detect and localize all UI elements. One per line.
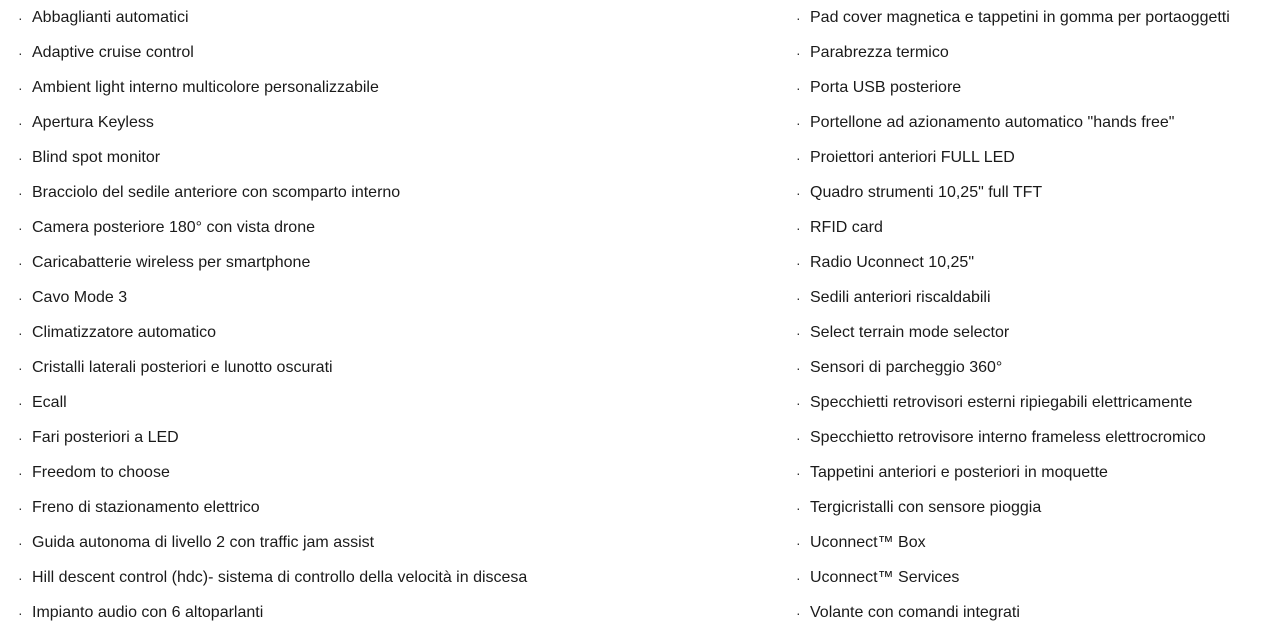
list-item: [796, 420, 1276, 455]
feature-label: Blind spot monitor: [32, 148, 161, 166]
bullet-icon: ·: [796, 534, 801, 551]
bullet-icon: ·: [18, 254, 23, 271]
list-item: [18, 140, 778, 175]
bullet-icon: ·: [796, 44, 801, 61]
list-item: [18, 420, 778, 455]
bullet-icon: ·: [18, 79, 23, 96]
bullet-icon: ·: [18, 9, 23, 26]
list-item: [18, 175, 778, 210]
list-item: [796, 70, 1276, 105]
bullet-icon: ·: [796, 114, 801, 131]
bullet-icon: ·: [18, 114, 23, 131]
list-item: [796, 140, 1276, 175]
bullet-icon: ·: [796, 79, 801, 96]
list-item: [18, 35, 778, 70]
list-item: [18, 490, 778, 525]
feature-label: Pad cover magnetica e tappetini in gomma per portaoggetti: [810, 8, 1230, 26]
feature-label: Quadro strumenti 10,25" full TFT: [810, 183, 1043, 201]
bullet-icon: ·: [796, 464, 801, 481]
feature-label: Freedom to choose: [32, 463, 170, 481]
bullet-icon: ·: [796, 289, 801, 306]
list-item: [18, 315, 778, 350]
bullet-icon: ·: [18, 464, 23, 481]
bullet-icon: ·: [796, 569, 801, 586]
list-item: [796, 175, 1276, 210]
feature-label: Specchietti retrovisori esterni ripiegabili elettricamente: [810, 393, 1193, 411]
feature-label: Radio Uconnect 10,25": [810, 253, 975, 271]
bullet-icon: ·: [18, 324, 23, 341]
feature-label: Select terrain mode selector: [810, 323, 1010, 341]
features-column-left: [18, 0, 778, 630]
list-item: [18, 105, 778, 140]
list-item: [796, 210, 1276, 245]
bullet-icon: ·: [796, 184, 801, 201]
bullet-icon: ·: [796, 359, 801, 376]
bullet-icon: ·: [18, 394, 23, 411]
list-item: [796, 280, 1276, 315]
feature-label: Porta USB posteriore: [810, 78, 962, 96]
feature-label: Tappetini anteriori e posteriori in moquette: [810, 463, 1108, 481]
list-item: [18, 455, 778, 490]
feature-label: Portellone ad azionamento automatico "hands free": [810, 113, 1175, 131]
feature-label: Volante con comandi integrati: [810, 603, 1020, 621]
bullet-icon: ·: [18, 219, 23, 236]
bullet-icon: ·: [18, 534, 23, 551]
bullet-icon: ·: [796, 219, 801, 236]
feature-label: Adaptive cruise control: [32, 43, 194, 61]
bullet-icon: ·: [796, 604, 801, 621]
bullet-icon: ·: [796, 149, 801, 166]
feature-label: Caricabatterie wireless per smartphone: [32, 253, 311, 271]
feature-label: Hill descent control (hdc)- sistema di controllo della velocità in discesa: [32, 568, 528, 586]
bullet-icon: ·: [796, 324, 801, 341]
features-column-right: [796, 0, 1276, 630]
list-item: [796, 595, 1276, 630]
bullet-icon: ·: [18, 44, 23, 61]
bullet-icon: ·: [796, 254, 801, 271]
feature-label: Cristalli laterali posteriori e lunotto oscurati: [32, 358, 333, 376]
bullet-icon: ·: [18, 149, 23, 166]
bullet-icon: ·: [796, 394, 801, 411]
bullet-icon: ·: [18, 604, 23, 621]
list-item: [796, 560, 1276, 595]
feature-label: Cavo Mode 3: [32, 288, 128, 306]
bullet-icon: ·: [796, 9, 801, 26]
bullet-icon: ·: [18, 184, 23, 201]
list-item: [18, 0, 778, 35]
feature-label: Parabrezza termico: [810, 43, 949, 61]
feature-label: Guida autonoma di livello 2 con traffic jam assist: [32, 533, 375, 551]
feature-label: Specchietto retrovisore interno frameless elettrocromico: [810, 428, 1206, 446]
feature-label: Ambient light interno multicolore personalizzabile: [32, 78, 379, 96]
list-item: [796, 350, 1276, 385]
list-item: [796, 0, 1276, 35]
list-item: [18, 385, 778, 420]
feature-label: RFID card: [810, 218, 883, 236]
feature-label: Sedili anteriori riscaldabili: [810, 288, 991, 306]
list-item: [796, 385, 1276, 420]
list-item: [796, 105, 1276, 140]
feature-label: Climatizzatore automatico: [32, 323, 217, 341]
feature-label: Impianto audio con 6 altoparlanti: [32, 603, 264, 621]
list-item: [796, 245, 1276, 280]
list-item: [796, 525, 1276, 560]
list-item: [796, 490, 1276, 525]
feature-label: Apertura Keyless: [32, 113, 154, 131]
feature-label: Sensori di parcheggio 360°: [810, 358, 1003, 376]
feature-label: Bracciolo del sedile anteriore con scomparto interno: [32, 183, 401, 201]
feature-label: Ecall: [32, 393, 67, 411]
feature-label: Camera posteriore 180° con vista drone: [32, 218, 315, 236]
bullet-icon: ·: [18, 569, 23, 586]
bullet-icon: ·: [18, 429, 23, 446]
bullet-icon: ·: [796, 429, 801, 446]
feature-label: Proiettori anteriori FULL LED: [810, 148, 1015, 166]
feature-label: Tergicristalli con sensore pioggia: [810, 498, 1042, 516]
feature-label: Uconnect™ Box: [810, 533, 926, 551]
bullet-icon: ·: [18, 289, 23, 306]
bullet-icon: ·: [18, 359, 23, 376]
list-item: [796, 315, 1276, 350]
list-item: [18, 245, 778, 280]
list-item: [796, 455, 1276, 490]
feature-label: Uconnect™ Services: [810, 568, 960, 586]
feature-label: Freno di stazionamento elettrico: [32, 498, 260, 516]
feature-label: Abbaglianti automatici: [32, 8, 189, 26]
list-item: [796, 35, 1276, 70]
list-item: [18, 595, 778, 630]
list-item: [18, 210, 778, 245]
list-item: [18, 70, 778, 105]
feature-label: Fari posteriori a LED: [32, 428, 179, 446]
bullet-icon: ·: [18, 499, 23, 516]
bullet-icon: ·: [796, 499, 801, 516]
list-item: [18, 350, 778, 385]
list-item: [18, 525, 778, 560]
list-item: [18, 280, 778, 315]
list-item: [18, 560, 778, 595]
